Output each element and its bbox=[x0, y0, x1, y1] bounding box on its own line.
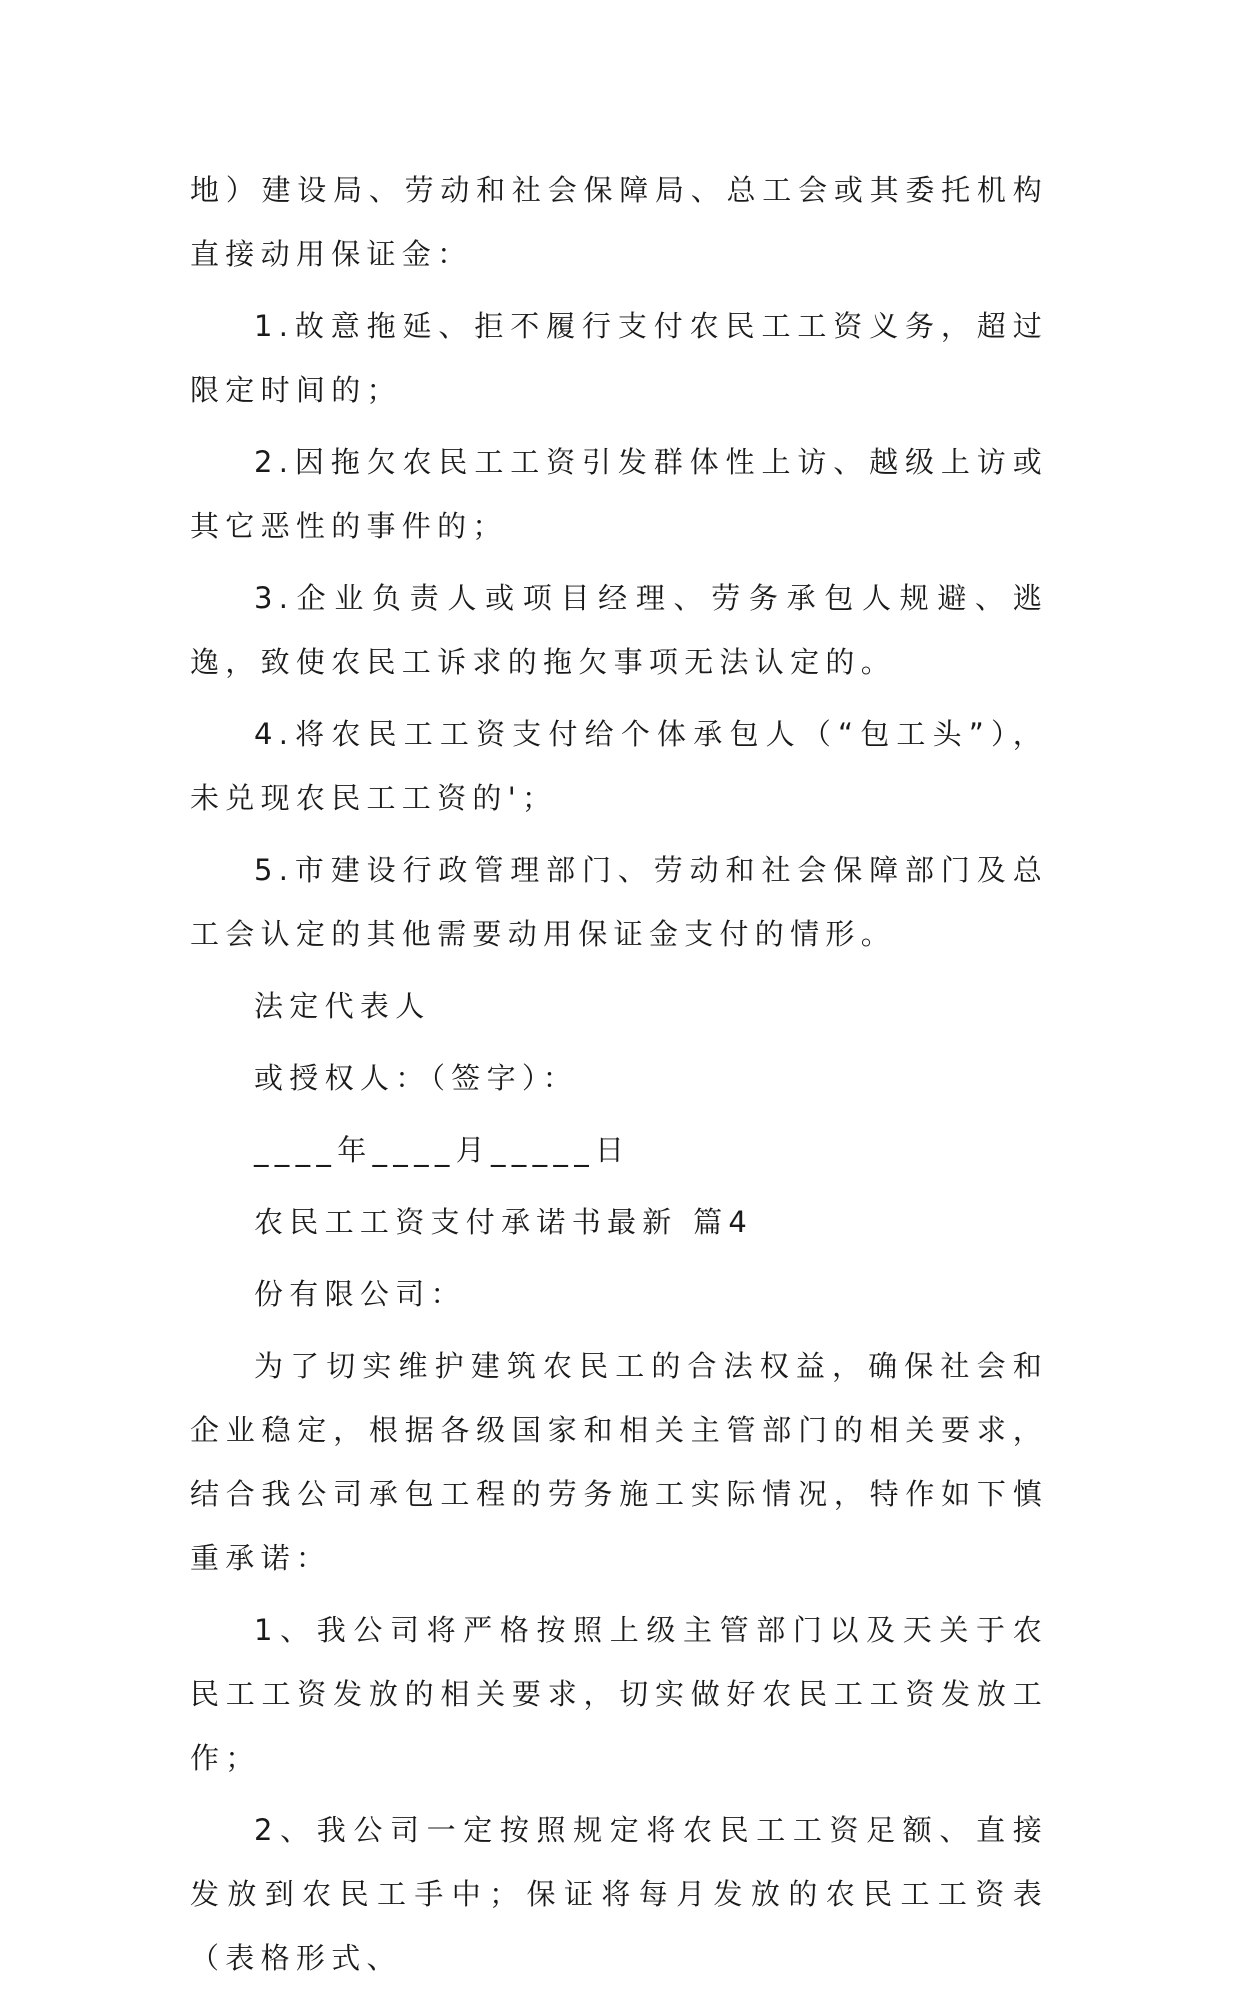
signature-date: ____年____月_____日 bbox=[254, 1133, 631, 1167]
section-title: 农民工工资支付承诺书最新 篇4 bbox=[254, 1205, 754, 1239]
paragraph-commitment-1: 1、我公司将严格按照上级主管部门以及天关于农民工工资发放的相关要求，切实做好农民工工资发放工作； bbox=[190, 1613, 1048, 1775]
paragraph-commitment-2: 2、我公司一定按照规定将农民工工资足额、直接发放到农民工手中；保证将每月发放的农民工工资表（表格形式、 bbox=[190, 1813, 1048, 1975]
paragraph-item-2: 2.因拖欠农民工工资引发群体性上访、越级上访或其它恶性的事件的； bbox=[190, 445, 1048, 543]
paragraph-item-4: 4.将农民工工资支付给个体承包人（“包工头”），未兑现农民工工资的'； bbox=[190, 717, 1048, 815]
signature-authorized: 或授权人：（签字）： bbox=[254, 1061, 579, 1095]
paragraph-intro: 地）建设局、劳动和社会保障局、总工会或其委托机构直接动用保证金： bbox=[190, 173, 1048, 271]
signature-legal-rep: 法定代表人 bbox=[254, 989, 431, 1023]
addressee: 份有限公司： bbox=[254, 1277, 466, 1311]
paragraph-item-5: 5.市建设行政管理部门、劳动和社会保障部门及总工会认定的其他需要动用保证金支付的情形。 bbox=[190, 853, 1048, 951]
paragraph-commitment-intro: 为了切实维护建筑农民工的合法权益，确保社会和企业稳定，根据各级国家和相关主管部门的相关要求，结合我公司承包工程的劳务施工实际情况，特作如下慎重承诺： bbox=[190, 1349, 1048, 1575]
document-page bbox=[190, 158, 1048, 1998]
paragraph-item-1: 1.故意拖延、拒不履行支付农民工工资义务，超过限定时间的； bbox=[190, 309, 1048, 407]
paragraph-item-3: 3.企业负责人或项目经理、劳务承包人规避、逃逸，致使农民工诉求的拖欠事项无法认定的。 bbox=[190, 581, 1048, 679]
